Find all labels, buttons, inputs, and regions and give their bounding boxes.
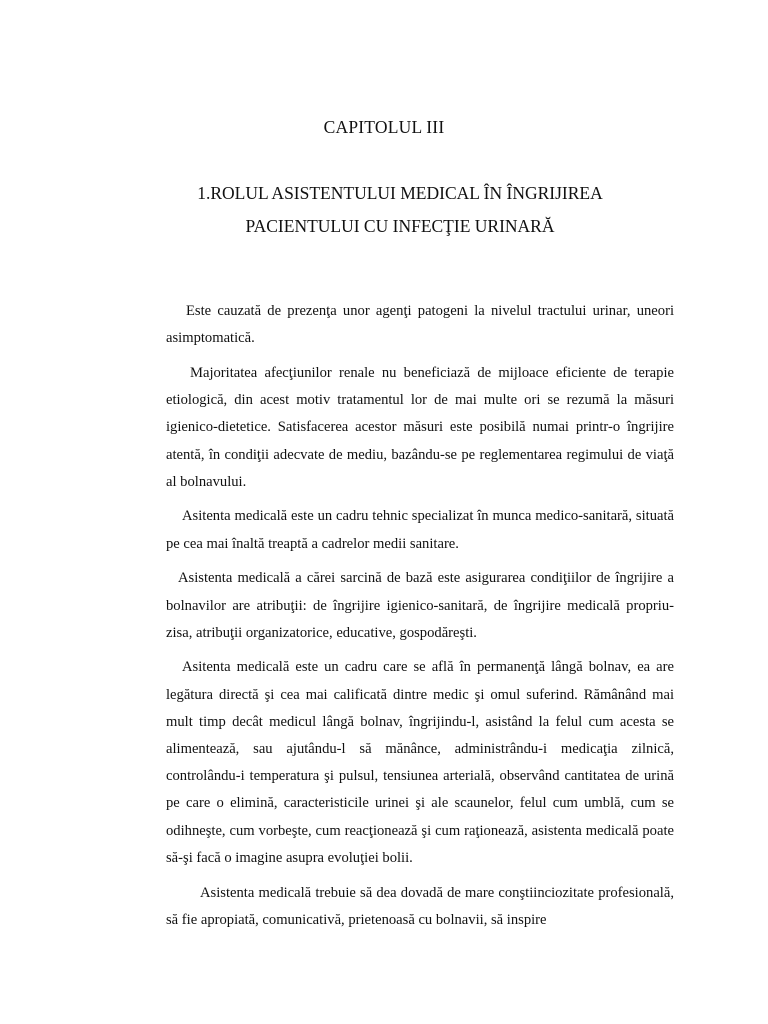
section-title (140, 177, 660, 243)
paragraph-4: Asistenta medicală a cărei sarcină de bază este asigurarea condiţiilor de îngrijire a bolnavilor are atribuţii: de îngrijire igienico-sanitară, de îngrijire medicală propriu-zisa, atribuţii organizatorice, educative, gospodăreşti. (166, 570, 674, 641)
paragraph-1: Este cauzată de prezenţa unor agenţi patogeni la nivelul tractului urinar, uneori asimptomatică. (166, 303, 674, 347)
section-title-line-2: PACIENTULUI CU INFECŢIE URINARĂ (245, 216, 555, 236)
chapter-title: CAPITOLUL III (323, 117, 445, 137)
body-text (166, 298, 674, 941)
paragraph-6: Asistenta medicală trebuie să dea dovadă de mare conştiinciozitate profesională, să fie apropiată, comunicativă, prietenoasă cu bolnavii, să inspire (166, 884, 674, 928)
section-title-line-1: 1.ROLUL ASISTENTULUI MEDICAL ÎN ÎNGRIJIREA (197, 183, 603, 203)
paragraph-2: Majoritatea afecţiunilor renale nu beneficiază de mijloace eficiente de terapie etiologică, din acest motiv tratamentul lor de mai multe ori se rezumă la măsuri igienico-dietetice. Satisfacerea acestor măsuri este posibilă numai printr-o îngrijire atentă, în condiţii adecvate de mediu, bazându-se pe reglementarea regimului de viaţă al bolnavului. (166, 364, 674, 490)
paragraph-3: Asitenta medicală este un cadru tehnic specializat în munca medico-sanitară, situată pe cea mai înaltă treaptă a cadrelor medii sanitare. (166, 508, 674, 552)
paragraph-5: Asitenta medicală este un cadru care se află în permanenţă lângă bolnav, ea are legătura directă şi cea mai calificată dintre medic şi omul suferind. Rămânând mai mult timp decât medicul lângă bolnav, îngrijindu-l, asistând la felul cum acesta se alimentează, sau ajutându-l să mănânce, administrându-i medicaţia zilnică, controlându-i temperatura şi pulsul, tensiunea arterială, observând cantitatea de urină pe care o elimină, caracteristicile urinei şi ale scaunelor, felul cum umblă, cum se odihneşte, cum vorbeşte, cum reacţionează şi cum raţionează, asistenta medicală poate să-şi facă o imagine asupra evoluţiei bolii. (166, 659, 674, 866)
